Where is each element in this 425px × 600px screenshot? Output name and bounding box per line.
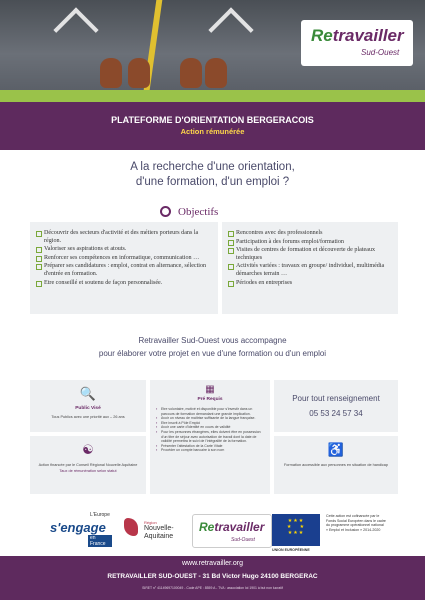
objectifs-title: Objectifs — [178, 206, 219, 218]
logo-prefix: Re — [311, 26, 333, 45]
handshake-icon: ☯ — [82, 442, 94, 457]
website-link[interactable]: www.retravailler.org — [181, 560, 244, 567]
public-card — [30, 380, 146, 432]
arrow-marking — [208, 7, 253, 52]
remuneration-text: Taux de rémunération selon statut — [59, 469, 117, 473]
logo-text: s'engage — [50, 520, 106, 535]
accompagne-text — [0, 334, 425, 360]
contact-card — [274, 380, 398, 432]
objectif-item: Valoriser ses aspirations et atouts. — [36, 246, 212, 254]
region-mark-icon — [124, 518, 138, 536]
shoe — [180, 58, 202, 88]
footer — [0, 556, 425, 600]
logo-sub: Sud-Ouest — [361, 48, 400, 57]
green-band — [0, 90, 425, 102]
logo-text: en France — [88, 535, 112, 547]
logo-name: travailler — [214, 520, 265, 534]
page-subtitle: Action rémunérée — [180, 127, 245, 136]
shoe — [100, 58, 122, 88]
handicap-card — [274, 436, 398, 494]
objectifs-left-panel — [30, 222, 218, 314]
objectif-item: Renforcer ses compétences en informatique, communication … — [36, 255, 212, 263]
logo-text: Région — [144, 520, 157, 525]
public-label: Public Visé — [75, 406, 101, 411]
retravailler-logo — [301, 20, 413, 66]
objectif-item: Préparer ses candidatures : emploi, contrat en alternance, sélection d'entrée en formation. — [36, 263, 212, 278]
logo-sub: Sud-Ouest — [231, 537, 255, 543]
wheelchair-icon: ♿ — [327, 442, 345, 457]
objectif-item: Rencontres avec des professionnels — [228, 230, 392, 238]
public-text: Tous Publics avec une priorité aux – 26 ans — [51, 415, 125, 419]
prerequis-item: ▪ Pour les personnes étrangères, elles doivent être en possession d'un titre de séjour avec autorisation de travail dont la date de validité permettra le suivi de l'intégralité de la formation. — [156, 430, 266, 444]
logo-text: Nouvelle- — [144, 525, 174, 532]
phone-number[interactable]: 05 53 24 57 34 — [309, 409, 363, 418]
objectifs-right-panel — [222, 222, 398, 314]
shoe — [128, 58, 150, 88]
logo-text: Aquitaine — [144, 533, 174, 540]
objectif-item: Participation à des forums emploi/formation — [228, 239, 392, 247]
hero-image — [0, 0, 425, 90]
objectif-item: Visites de centres de formation et découverte de plateaux techniques — [228, 247, 392, 262]
logo-text: L'Europe — [90, 512, 110, 518]
logo-name: travailler — [332, 26, 404, 45]
europe-engage-logo — [50, 512, 112, 547]
fse-text-block — [326, 514, 386, 546]
objectif-item: Activités variées : travaux en groupe/ individuel, multimédia démarches terrain … — [228, 263, 392, 278]
fse-text: Cette action est cofinancée par le Fonds Social Européen dans le cadre du programme opérationnel national « Emploi et Inclusion » 2014-2020 — [326, 514, 386, 532]
clipboard-icon: ▦ — [205, 384, 215, 395]
title-band — [0, 102, 425, 150]
headline-line: d'une formation, d'un emploi ? — [135, 176, 290, 188]
logo-prefix: Re — [199, 520, 215, 534]
prerequis-item: ▪ Présenter l'attestation de la Carte Vitale — [156, 444, 266, 449]
prerequis-item: ▪ Avoir une carte d'identité en cours de validité — [156, 425, 266, 430]
retravailler-footer-logo — [192, 514, 272, 548]
accompagne-line: Retravailler Sud-Ouest vous accompagne — [138, 336, 287, 345]
handicap-text: Formation accessible aux personnes en situation de handicap — [283, 463, 389, 467]
magnifier-icon: 🔍 — [79, 386, 97, 401]
financement-card — [30, 436, 146, 494]
partner-logos — [0, 500, 425, 554]
prerequis-item: ▪ Etre volontaire, motivé et disponible pour s'investir dans un parcours de formation demandant une grande implication. — [156, 407, 266, 416]
prerequis-item: ▪ Procéder un compte bancaire à son nom — [156, 448, 266, 453]
eu-stars-icon: ★★★ ★ ★ ★★★ — [286, 518, 306, 536]
headline-line: A la recherche d'une orientation, — [130, 161, 295, 173]
footer-siret: SIRET n° 41149697100049 - Code APE : 8559 A - TVA : association loi 1901 à but non lucratif — [142, 586, 283, 590]
financement-text: Action financée par le Conseil Régional Nouvelle Aquitaine — [38, 463, 138, 467]
nouvelle-aquitaine-logo — [124, 514, 192, 544]
prerequis-item: ▪ Etre inscrit à Pôle Emploi — [156, 421, 266, 426]
eu-caption: UNION EUROPÉENNE — [272, 548, 310, 552]
objectif-item: Etre conseillé et soutenu de façon personnalisée. — [36, 280, 212, 288]
objectif-item: Découvrir des secteurs d'activité et des métiers porteurs dans la région. — [36, 230, 212, 245]
objectif-item: Périodes en entreprises — [228, 280, 392, 288]
prerequis-item: ▪ Avoir un niveau de maîtrise suffisante de la langue française. — [156, 416, 266, 421]
prerequis-label: Pré Requis — [197, 397, 223, 402]
headline — [0, 160, 425, 190]
shoe — [205, 58, 227, 88]
arrow-marking — [53, 7, 98, 52]
footer-address: RETRAVAILLER SUD-OUEST - 31 Bd Victor Hugo 24100 BERGERAC — [107, 573, 318, 580]
accompagne-line: pour élaborer votre projet en vue d'une formation ou d'un emploi — [98, 349, 327, 358]
prerequis-card — [150, 380, 270, 494]
target-icon — [160, 206, 171, 217]
page-title: PLATEFORME D'ORIENTATION BERGERACOIS — [111, 115, 314, 125]
eu-flag-logo — [272, 514, 320, 552]
contact-label: Pour tout renseignement — [292, 394, 380, 403]
